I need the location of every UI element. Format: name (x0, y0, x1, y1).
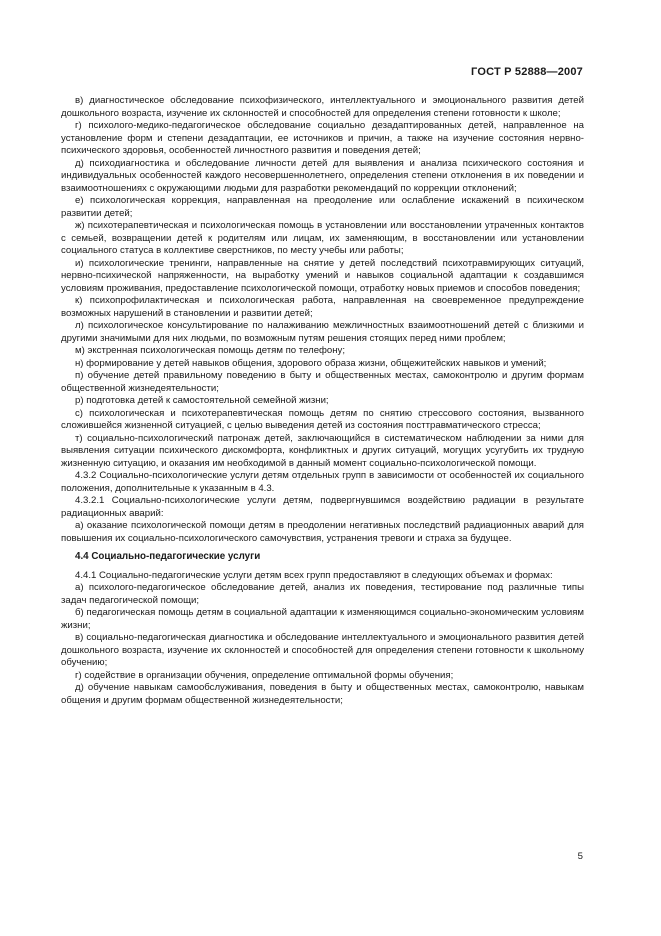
paragraph: и) психологические тренинги, направленные на снятие у детей последствий психотравмирующих ситуаций, нервно-психической напряженности, на выработку умений и навыков социальной адаптации к создавшимся условиям проживания, предоставление психологической помощи, отработку новых приемов и способов поведения; (61, 257, 584, 294)
paragraph: 4.3.2.1 Социально-психологические услуги детям, подвергнувшимся воздействию радиации в результате радиационных аварий: (61, 495, 584, 519)
paragraph: а) оказание психологической помощи детям в преодолении негативных последствий радиационных аварий для повышения их социально-психологического самочувствия, устранения тревоги и страха за будущее. (61, 520, 584, 544)
paragraph: в) социально-педагогическая диагностика и обследование интеллектуального и эмоционального развития детей дошкольного возраста, изучение их склонностей и способностей для определения степени готовности к школьному обучению; (61, 632, 584, 668)
paragraph: м) экстренная психологическая помощь детям по телефону; (75, 345, 346, 356)
paragraph: г) психолого-медико-педагогическое обследование социально дезадаптированных детей, направленное на установление форм и степени дезадаптации, ее источников и причин, а также на изучение состояния нервно-психического здоровья, особенностей личностного развития и поведения детей; (61, 120, 584, 156)
paragraph: 4.4.1 Социально-педагогические услуги детям всех групп предоставляют в следующих объемах и формах: (75, 569, 553, 581)
document-body (61, 95, 584, 707)
paragraph: р) подготовка детей к самостоятельной семейной жизни; (75, 395, 329, 406)
paragraph: 4.3.2 Социально-психологические услуги детям отдельных групп в зависимости от особенностей их социального положения, дополнительные к указанным в 4.3. (61, 470, 584, 494)
paragraph: а) психолого-педагогическое обследование детей, анализ их поведения, тестирование под различные типы задач педагогической помощи; (61, 582, 584, 606)
paragraph: г) содействие в организации обучения, определение оптимальной формы обучения; (75, 669, 454, 681)
paragraph: к) психопрофилактическая и психологическая работа, направленная на своевременное предупреждение возможных нарушений в становлении и развитии детей; (61, 295, 584, 319)
paragraph-group-psychological (61, 95, 584, 545)
paragraph: т) социально-психологический патронаж детей, заключающийся в систематическом наблюдении за ними для выявления ситуации психического дискомфорта, конфликтных и других ситуаций, могущих усугубить их трудную жизненную ситуацию, и оказания им необходимой в данный момент социально-психологической помощи. (61, 432, 584, 469)
paragraph: д) обучение навыкам самообслуживания, поведения в быту и общественных местах, самоконтролю, навыкам общения и другим формам общественной жизнедеятельности; (61, 682, 584, 706)
paragraph: в) диагностическое обследование психофизического, интеллектуального и эмоционального развития детей дошкольного возраста, изучение их склонностей и способностей для определения степени готовности к школе; (61, 95, 584, 119)
section-heading: 4.4 Социально-педагогические услуги (75, 551, 261, 562)
paragraph: е) психологическая коррекция, направленная на преодоление или ослабление искажений в психическом развитии детей; (61, 195, 584, 219)
document-id-header: ГОСТ Р 52888—2007 (471, 66, 583, 78)
paragraph: л) психологическое консультирование по налаживанию межличностных взаимоотношений детей с близкими и другими значимыми для них людьми, по возможным путям решения стоящих перед ними проблем; (61, 320, 584, 344)
paragraph: д) психодиагностика и обследование личности детей для выявления и анализа психического состояния и индивидуальных особенностей каждого несовершеннолетнего, определения степени отклонения в их поведении и взаимоотношениях с окружающими людьми для разработки рекомендаций по коррекции отклонений; (61, 157, 584, 194)
paragraph-group-pedagogical (61, 570, 584, 708)
paragraph: ж) психотерапевтическая и психологическая помощь в установлении или восстановлении утраченных контактов с семьей, возвращении детей к родителям или лицам, их заменяющим, в восстановлении или установлении социального статуса в коллективе сверстников, по месту учебы или работы; (61, 220, 584, 256)
page-number: 5 (577, 851, 583, 862)
paragraph: н) формирование у детей навыков общения, здорового образа жизни, общежитейских навыков и умений; (75, 357, 547, 369)
paragraph: б) педагогическая помощь детям в социальной адаптации к изменяющимся социально-экономическим условиям жизни; (61, 607, 584, 631)
paragraph: п) обучение детей правильному поведению в быту и общественных местах, самоконтролю и другим формам общественной жизнедеятельности; (61, 370, 584, 394)
paragraph: с) психологическая и психотерапевтическая помощь детям по снятию стрессового состояния, вызванного сложившейся жизненной ситуацией, с целью выведения детей из состояния посттравматического стресса; (61, 407, 584, 431)
